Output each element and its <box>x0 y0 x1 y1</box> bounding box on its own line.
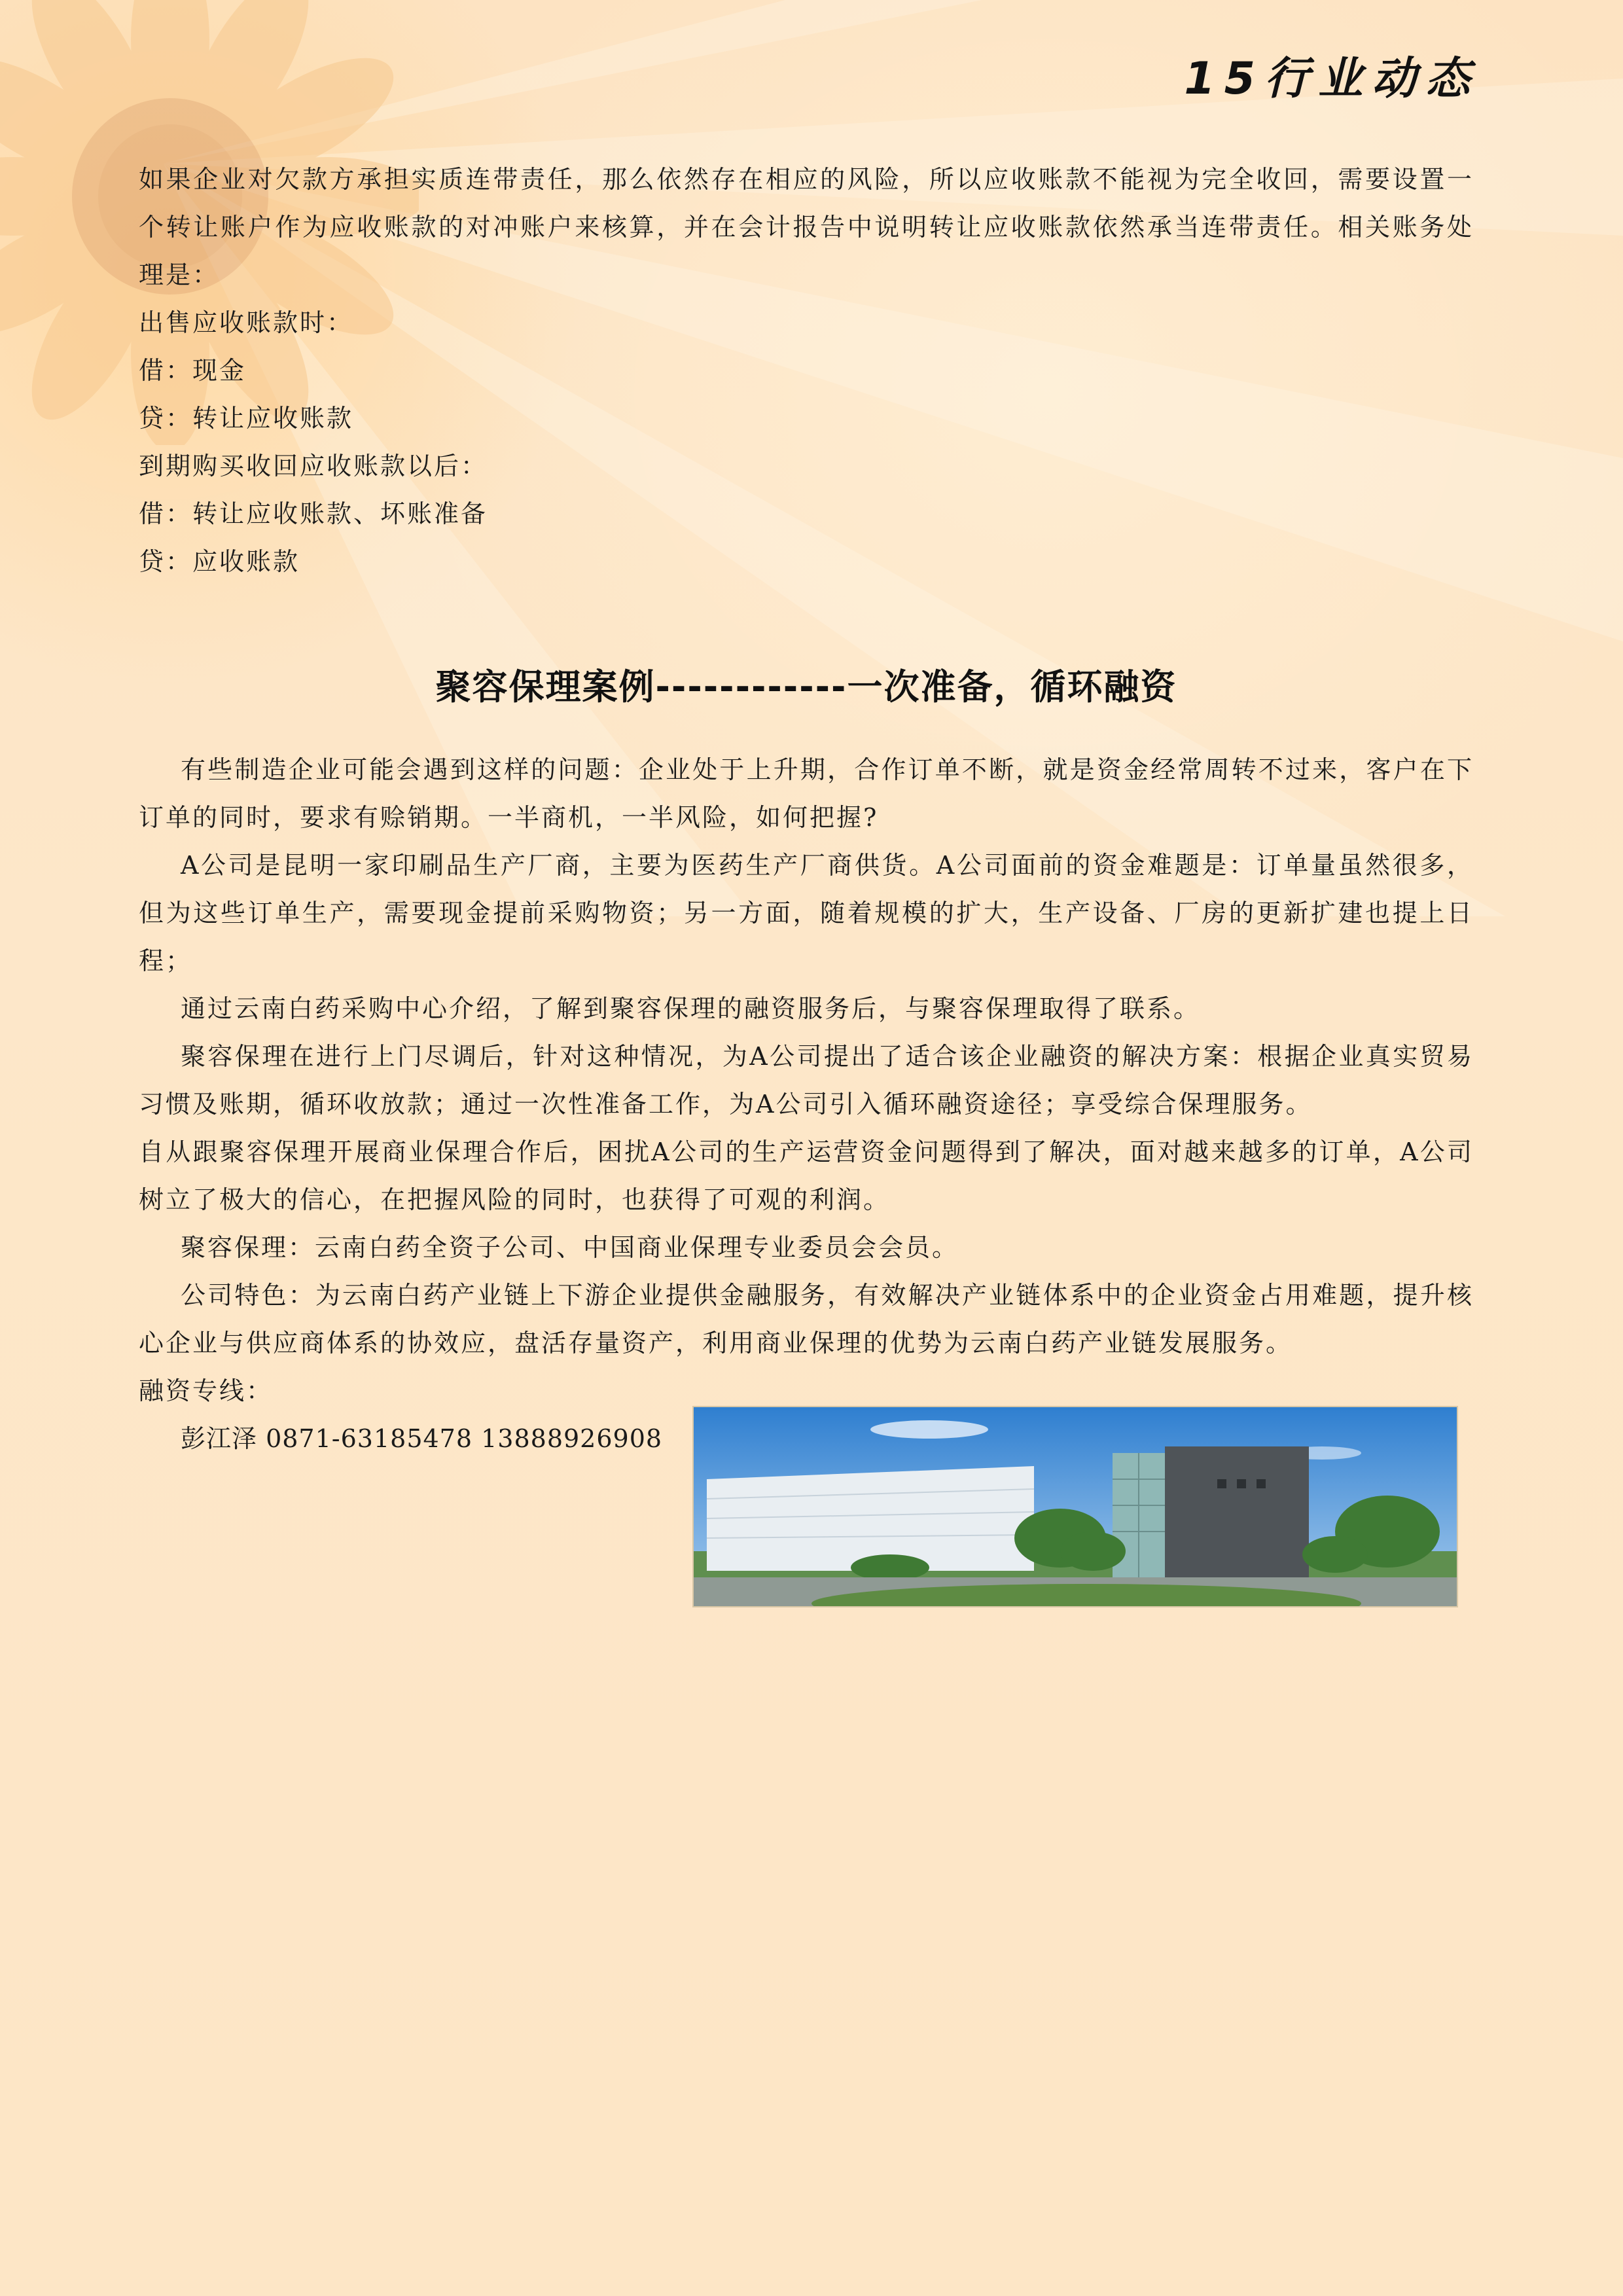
page-section-header: 15行业动态 <box>1184 53 1479 105</box>
accounting-line: 借：现金 <box>139 356 247 385</box>
case-title: 聚容保理案例------------一次准备，循环融资 <box>435 666 1177 708</box>
accounting-line: 贷：转让应收账款 <box>139 404 354 433</box>
accounting-line: 出售应收账款时： <box>139 308 354 337</box>
accounting-line: 贷：应收账款 <box>139 547 300 576</box>
case-paragraph: 聚容保理在进行上门尽调后，针对这种情况，为A公司提出了适合该企业融资的解决方案：根据企业真实贸易习惯及账期，循环收放款；通过一次性准备工作，为A公司引入循环融资途径；享受综合保理服务。 <box>139 1042 1474 1119</box>
contact-row <box>139 1415 1474 1611</box>
hotline-label: 融资专线： <box>139 1376 274 1405</box>
company-building-photo <box>692 1406 1458 1607</box>
intro-paragraph: 如果企业对欠款方承担实质连带责任，那么依然存在相应的风险，所以应收账款不能视为完全收回，需要设置一个转让账户作为应收账款的对冲账户来核算，并在会计报告中说明转让应收账款依然承当连带责任。相关账务处理是： <box>139 165 1474 289</box>
article-body <box>139 156 1474 1611</box>
case-paragraph: 有些制造企业可能会遇到这样的问题：企业处于上升期，合作订单不断，就是资金经常周转不过来，客户在下订单的同时，要求有赊销期。一半商机，一半风险，如何把握? <box>139 755 1474 832</box>
accounting-line: 到期购买收回应收账款以后： <box>139 452 488 480</box>
case-paragraph: A公司是昆明一家印刷品生产厂商，主要为医药生产厂商供货。A公司面前的资金难题是：订单量虽然很多，但为这些订单生产，需要现金提前采购物资；另一方面，随着规模的扩大，生产设备、厂房的更新扩建也提上日程； <box>139 851 1474 975</box>
case-paragraph: 公司特色：为云南白药产业链上下游企业提供金融服务，有效解决产业链体系中的企业资金占用难题，提升核心企业与供应商体系的协效应，盘活存量资产，利用商业保理的优势为云南白药产业链发展服务。 <box>139 1281 1474 1357</box>
case-paragraph: 自从跟聚容保理开展商业保理合作后，困扰A公司的生产运营资金问题得到了解决，面对越来越多的订单，A公司树立了极大的信心，在把握风险的同时，也获得了可观的利润。 <box>139 1138 1474 1214</box>
contact-info: 彭江泽 0871-63185478 13888926908 <box>181 1424 663 1453</box>
case-paragraph: 聚容保理：云南白药全资子公司、中国商业保理专业委员会会员。 <box>181 1233 959 1262</box>
accounting-line: 借：转让应收账款、坏账准备 <box>139 499 488 528</box>
case-paragraph: 通过云南白药采购中心介绍，了解到聚容保理的融资服务后，与聚容保理取得了联系。 <box>181 994 1201 1023</box>
